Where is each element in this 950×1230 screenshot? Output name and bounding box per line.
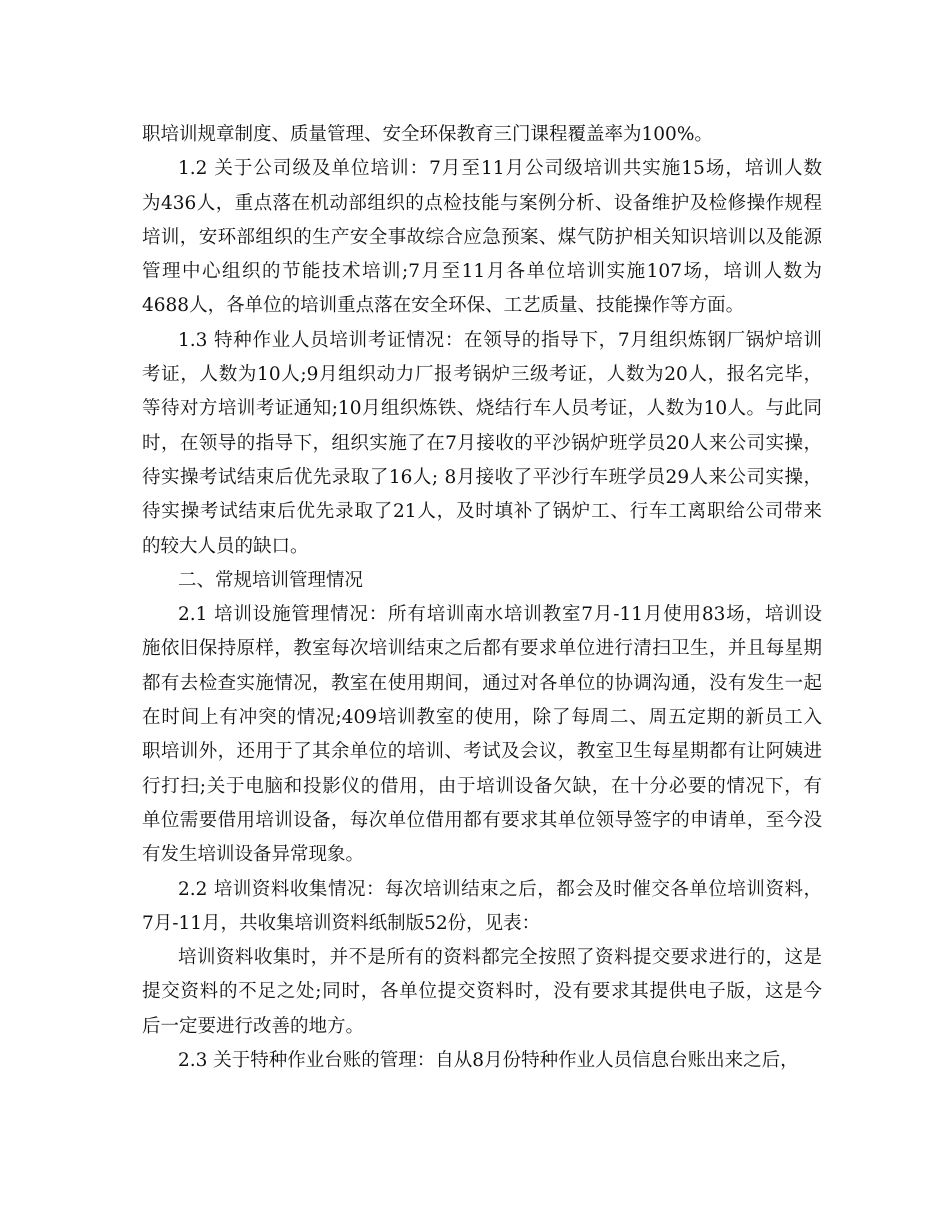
text-line: 等待对方培训考证通知;10月组织炼铁、烧结行车人员考证，人数为10人。与此同 xyxy=(142,398,822,420)
text-line: 2.3 关于特种作业台账的管理：自从8月份特种作业人员信息台账出来之后， xyxy=(178,1050,799,1072)
text-line: 提交资料的不足之处;同时，各单位提交资料时，没有要求其提供电子版，这是今 xyxy=(142,981,822,1003)
document-body xyxy=(142,118,822,1078)
text-line: 施依旧保持原样，教室每次培训结束之后都有要求单位进行清扫卫生，并且每星期 xyxy=(142,638,822,660)
text-line: 的较大人员的缺口。 xyxy=(142,535,309,557)
text-line: 为436人，重点落在机动部组织的点检技能与案例分析、设备维护及检修操作规程 xyxy=(142,192,822,214)
text-line: 待实操考试结束后优先录取了16人; 8月接收了平沙行车班学员29人来公司实操， xyxy=(142,466,822,488)
text-line: 时，在领导的指导下，组织实施了在7月接收的平沙锅炉班学员20人来公司实操， xyxy=(142,432,822,454)
text-line: 2.1 培训设施管理情况：所有培训南水培训教室7月-11月使用83场，培训设 xyxy=(178,604,822,626)
text-line: 培训资料收集时，并不是所有的资料都完全按照了资料提交要求进行的，这是 xyxy=(178,947,822,969)
text-line: 考证，人数为10人;9月组织动力厂报考锅炉三级考证，人数为20人，报名完毕， xyxy=(142,364,822,386)
text-line: 培训，安环部组织的生产安全事故综合应急预案、煤气防护相关知识培训以及能源 xyxy=(142,226,822,248)
text-line: 有发生培训设备异常现象。 xyxy=(142,844,365,866)
text-line: 单位需要借用培训设备，每次单位借用都有要求其单位领导签字的申请单，至今没 xyxy=(142,809,822,831)
text-line: 二、常规培训管理情况 xyxy=(178,569,364,591)
text-line: 在时间上有冲突的情况;409培训教室的使用，除了每周二、周五定期的新员工入 xyxy=(142,707,822,729)
text-line: 7月-11月，共收集培训资料纸制版52份，见表： xyxy=(142,912,541,934)
text-line: 后一定要进行改善的地方。 xyxy=(142,1015,365,1037)
text-line: 1.2 关于公司级及单位培训：7月至11月公司级培训共实施15场，培训人数 xyxy=(178,158,822,180)
text-line: 职培训外，还用于了其余单位的培训、考试及会议，教室卫生每星期都有让阿姨进 xyxy=(142,741,822,763)
text-line: 管理中心组织的节能技术培训;7月至11月各单位培训实施107场，培训人数为 xyxy=(142,261,822,283)
text-line: 都有去检查实施情况，教室在使用期间，通过对各单位的协调沟通，没有发生一起 xyxy=(142,672,822,694)
text-line: 4688人，各单位的培训重点落在安全环保、工艺质量、技能操作等方面。 xyxy=(142,295,745,317)
text-line: 职培训规章制度、质量管理、安全环保教育三门课程覆盖率为100%。 xyxy=(142,124,713,145)
text-line: 2.2 培训资料收集情况：每次培训结束之后，都会及时催交各单位培训资料， xyxy=(178,878,822,900)
text-line: 待实操考试结束后优先录取了21人，及时填补了锅炉工、行车工离职给公司带来 xyxy=(142,501,822,523)
text-line: 行打扫;关于电脑和投影仪的借用，由于培训设备欠缺，在十分必要的情况下，有 xyxy=(142,775,822,797)
text-line: 1.3 特种作业人员培训考证情况：在领导的指导下，7月组织炼钢厂锅炉培训 xyxy=(178,329,822,351)
